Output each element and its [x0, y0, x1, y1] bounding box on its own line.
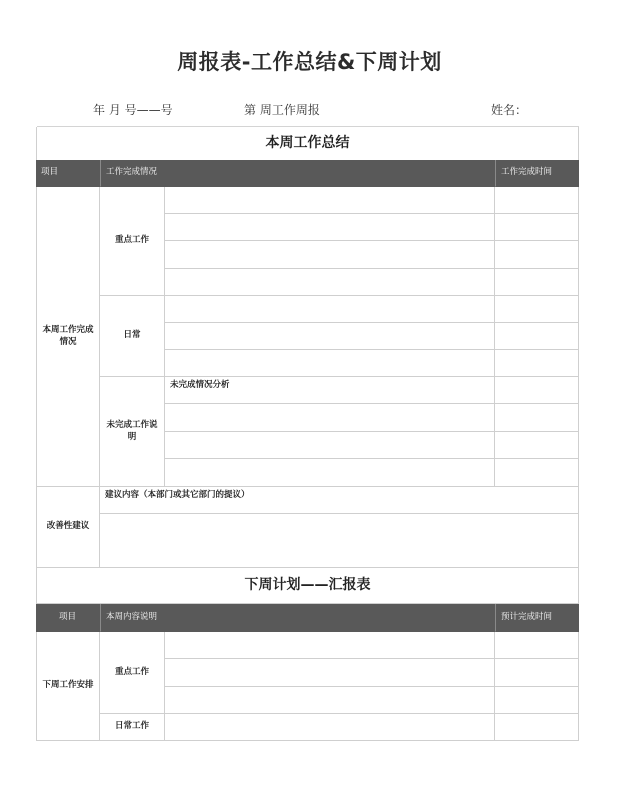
- date-range-label: 年 月 号——号: [93, 103, 173, 117]
- plan-col-content: 本周内容说明: [100, 604, 495, 632]
- unfinished-cell[interactable]: [165, 459, 495, 487]
- summary-col-time: 工作完成时间: [495, 160, 579, 187]
- daily-cell[interactable]: [165, 296, 495, 323]
- unfinished-analysis-note[interactable]: 未完成情况分析: [165, 377, 495, 404]
- suggestion-note: 建议内容（本部门或其它部门的提议）: [100, 487, 579, 514]
- suggestion-label: 改善性建议: [36, 487, 100, 568]
- unfinished-cell[interactable]: [165, 432, 495, 459]
- key-work-time-cell[interactable]: [495, 187, 579, 214]
- unfinished-time-cell[interactable]: [495, 432, 579, 459]
- key-work-cell[interactable]: [165, 241, 495, 269]
- report-title: 周报表-工作总结&下周计划: [177, 50, 442, 74]
- unfinished-time-cell[interactable]: [495, 377, 579, 404]
- plan-section-title: 下周计划——汇报表: [36, 568, 579, 604]
- plan-daily-time-cell[interactable]: [495, 714, 579, 741]
- key-work-time-cell[interactable]: [495, 241, 579, 269]
- plan-col-time: 预计完成时间: [495, 604, 579, 632]
- plan-key-work-cell[interactable]: [165, 687, 495, 714]
- key-work-cell[interactable]: [165, 269, 495, 296]
- plan-group-label: 下周工作安排: [36, 632, 100, 741]
- plan-daily-label: 日常工作: [100, 714, 165, 741]
- daily-time-cell[interactable]: [495, 350, 579, 377]
- week-number-label: 第 周工作周报: [244, 103, 320, 117]
- plan-key-work-cell[interactable]: [165, 632, 495, 659]
- plan-key-work-time-cell[interactable]: [495, 632, 579, 659]
- daily-cell[interactable]: [165, 350, 495, 377]
- suggestion-content-cell[interactable]: [100, 514, 579, 568]
- plan-key-work-label: 重点工作: [100, 632, 165, 714]
- summary-col-item: 项目: [36, 160, 100, 187]
- weekly-report-table: [36, 127, 579, 741]
- summary-col-status: 工作完成情况: [100, 160, 495, 187]
- plan-key-work-time-cell[interactable]: [495, 687, 579, 714]
- daily-time-cell[interactable]: [495, 323, 579, 350]
- key-work-time-cell[interactable]: [495, 269, 579, 296]
- plan-col-item: 项目: [36, 604, 100, 632]
- key-work-time-cell[interactable]: [495, 214, 579, 241]
- key-work-cell[interactable]: [165, 214, 495, 241]
- name-label: 姓名：: [491, 103, 528, 117]
- unfinished-cell[interactable]: [165, 404, 495, 432]
- plan-key-work-time-cell[interactable]: [495, 659, 579, 687]
- daily-time-cell[interactable]: [495, 296, 579, 323]
- plan-daily-cell[interactable]: [165, 714, 495, 741]
- unfinished-label: 未完成工作说明: [100, 377, 165, 487]
- summary-section-title: 本周工作总结: [36, 127, 579, 160]
- key-work-cell[interactable]: [165, 187, 495, 214]
- plan-key-work-cell[interactable]: [165, 659, 495, 687]
- daily-cell[interactable]: [165, 323, 495, 350]
- key-work-label: 重点工作: [100, 187, 165, 296]
- unfinished-time-cell[interactable]: [495, 404, 579, 432]
- daily-label: 日常: [100, 296, 165, 377]
- summary-group-label: 本周工作完成情况: [36, 187, 100, 487]
- unfinished-time-cell[interactable]: [495, 459, 579, 487]
